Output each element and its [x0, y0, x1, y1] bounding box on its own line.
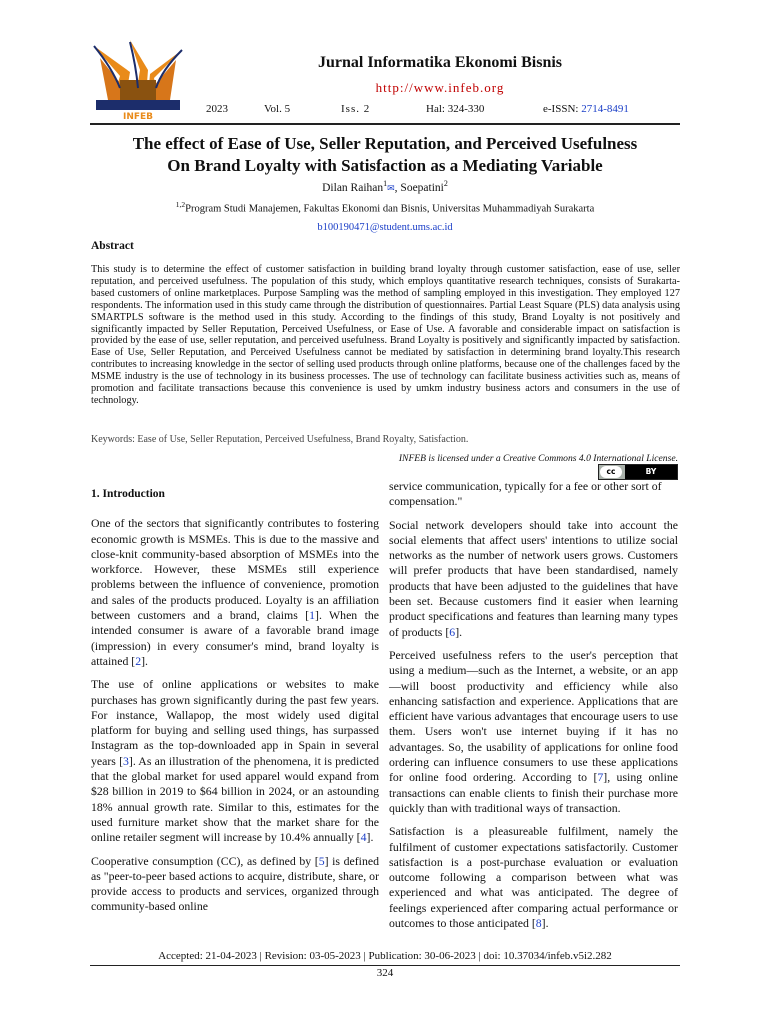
section-heading-introduction: 1. Introduction [91, 488, 165, 500]
keywords: Keywords: Ease of Use, Seller Reputation, Perceived Usefulness, Brand Royalty, Satisfaction. [91, 434, 469, 445]
paragraph: Satisfaction is a pleasureable fulfilment, namely the fulfilment of customer expectations satisfactorily. Customer satisfaction is a post-purchase evaluation or evaluation outcome following a comparison between what was experienced and what was anticipated. The degree of feelings experienced after comparing actual performance or outcomes to those anticipated [8]. [389, 824, 678, 931]
paragraph: One of the sectors that significantly contributes to fostering economic growth is MSMEs. This is due to the massive and close-knit community-based absorption of MSMEs into the workforce. However, these MSMEs still experience problems between the influence of convenience, promotion and sales of the products produced. Loyalty is an affiliation between customers and a brand, claims [1]. When the intended consumer is aware of a favorable brand image (impression) in every consumer's mind, brand loyalty is attained [2]. [91, 516, 379, 668]
journal-url-link[interactable]: http://www.infeb.org [375, 80, 505, 95]
author-list [90, 179, 680, 194]
citation-link[interactable]: 6 [449, 624, 456, 639]
paper-title [90, 133, 680, 177]
author-2-sup: 2 [443, 179, 448, 188]
journal-logo [90, 40, 186, 122]
cc-by-badge[interactable] [598, 464, 678, 480]
author-2: , Soepatini [394, 181, 444, 194]
page-number: 324 [376, 967, 394, 979]
paper-title-line-2: On Brand Loyalty with Satisfaction as a Mediating Variable [167, 156, 603, 175]
issue-year: 2023 [206, 103, 228, 115]
paragraph: Cooperative consumption (CC), as defined by [5] is defined as "peer-to-peer based actions to acquire, distribute, share, or provide access to products and services, organized through community-based online [91, 853, 379, 914]
logo-wordmark: INFEB [122, 112, 154, 122]
affiliation [90, 200, 680, 215]
citation-link[interactable]: 2 [135, 653, 142, 668]
by-icon: BY [625, 465, 677, 479]
citation-link[interactable]: 4 [360, 830, 367, 845]
paragraph: Perceived usefulness refers to the user's perception that using a medium—such as the Internet, a website, or an app—will boost productivity and efficiency while also enhancing satisfaction and experience. Applications that are efficient have various advantages that encourage users to use them. Users won't use internet buying if it has no advantages. So, the usability of applications for online food ordering can influence consumers to use these applications for online food ordering. According to [7], using online transactions can enable clients to finish their purchase more quickly than with traditional ways of transaction. [389, 647, 678, 815]
mail-icon[interactable]: ✉ [387, 182, 395, 193]
affiliation-sup: 1,2 [175, 200, 186, 209]
citation-link[interactable]: 3 [123, 753, 129, 768]
right-column [389, 479, 678, 939]
eissn [543, 103, 629, 115]
citation-link[interactable]: 1 [309, 608, 316, 623]
citation-link[interactable]: 8 [535, 916, 542, 931]
citation-link[interactable]: 7 [597, 770, 604, 785]
abstract-heading: Abstract [91, 240, 134, 252]
cc-icon: cc [600, 466, 622, 478]
paper-title-line-1: The effect of Ease of Use, Seller Reputation, and Perceived Usefulness [132, 134, 638, 153]
affiliation-text: Program Studi Manajemen, Fakultas Ekonomi dan Bisnis, Universitas Muhammadiyah Surakarta [185, 203, 595, 215]
header-rule [90, 123, 680, 125]
issue-volume: Vol. 5 [264, 103, 291, 115]
paragraph: The use of online applications or websites to make purchases has grown significantly during the past few years. For instance, Wallapop, the most widely used digital platform for buying and selling used things, has surpassed Instagram as the top-downloaded app in Spain in several years [3]. As an illustration of the phenomena, it is predicted that the global market for used apparel would expand from $28 billion in 2019 to $64 billion in 2024, or an astounding 18% annual growth rate. Similar to this, estimates for the used furniture market show that the market share for the online retailer segment will increase by 10.4% annually [4]. [91, 677, 379, 845]
left-column [91, 487, 379, 923]
citation-link[interactable]: 5 [318, 853, 325, 868]
license-text: INFEB is licensed under a Creative Commons 4.0 International License. [398, 453, 678, 464]
abstract-text: This study is to determine the effect of customer satisfaction in building brand loyalty through customer satisfaction, ease of use, seller reputation, and perceived usefulness. The population of this study, which employs quantitative research techniques, consists of Surakarta-based customers of online marketplaces. Purpose Sampling was the method of sampling employed in this investigation. They employed 127 respondents. The information used in this study came through the distribution of questionnaires. Partial Least Square (PLS) data analysis using SMARTPLS software is the method used in this study. According to the findings of this study, Brand Loyalty is not positively and significantly impacted by Seller Reputation, Perceived Usefulness, or Ease of Use. A favorable and considerable impact on satisfaction is provided by the ease of use, seller reputation, and perceived usefulness. Brand Loyalty is positively and significantly impacted by satisfaction. Ease of Use, Seller Reputation, and Perceived Usefulness cannot be mediated by satisfaction in determining brand loyalty.This research contributes to increasing knowledge in the sector of selling used products through online platforms, because one of the challenges faced by the MSME industry is the use of technology in its business processes. The use of technology can facilitate business activities such as, means of promotion and facilitate transactions because this convenience is used by umkm industry business actors and consumers in the use of technology. [91, 264, 680, 406]
corresponding-email-link[interactable]: b100190471@student.ums.ac.id [317, 222, 453, 233]
eissn-label: e-ISSN: [543, 103, 579, 115]
paragraph: Social network developers should take into account the social elements that affect users' intentions to utilize social networks as the number of network users grows. Customers will prefer products that have been standardised, namely products that have been adjusted to the guidelines that have been set. Because customers find it easier when learning product specifications and features than learning many types of products [6]. [389, 517, 678, 639]
author-1: Dilan Raihan [322, 181, 384, 194]
publication-dates: Accepted: 21-04-2023 | Revision: 03-05-2023 | Publication: 30-06-2023 | doi: 10.37034/infeb.v5i2.282 [158, 950, 612, 962]
issue-pages: Hal: 324-330 [426, 103, 485, 115]
journal-logo-icon [90, 40, 186, 122]
footer-rule [90, 965, 680, 966]
author-1-sup: 1 [383, 179, 388, 188]
eissn-link[interactable]: 2714-8491 [581, 103, 629, 115]
issue-number: Iss. 2 [341, 103, 371, 115]
journal-title: Jurnal Informatika Ekonomi Bisnis [317, 54, 563, 71]
paragraph: service communication, typically for a fee or other sort of compensation." [389, 479, 662, 509]
